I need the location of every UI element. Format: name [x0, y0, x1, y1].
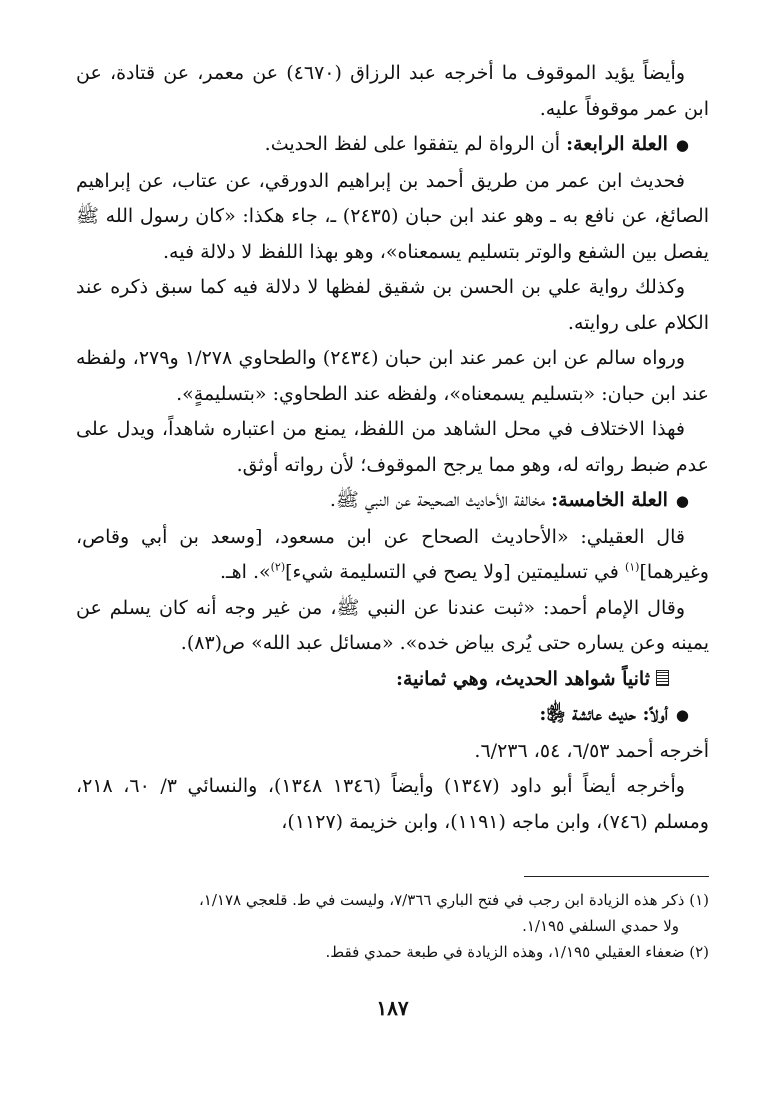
section-heading [76, 662, 709, 698]
paragraph-7: وقال الإمام أحمد: «ثبت عندنا عن النبي ﷺ، من غير وجه أنه كان يسلم عن يمينه وعن يساره حتى يُرى بياض خده». «مسائل عبد الله» ص(٨٣). [76, 596, 709, 654]
illah-4-line [76, 127, 709, 164]
bullet-icon: ● [675, 706, 689, 724]
paragraph-4: ورواه سالم عن ابن عمر عند ابن حبان (٢٤٣٤) والطحاوي ١/٢٧٨ و٢٧٩، ولفظه عند ابن حبان: «بتسليم يسمعناه»، ولفظه عند الطحاوي: «بتسليمةٍ». [76, 347, 709, 405]
first-witness-suffix: ﵂: [539, 703, 573, 725]
book-icon [656, 670, 669, 686]
quote-part-3: ». اهـ. [220, 561, 271, 583]
book-page [76, 56, 709, 1102]
footnote-2 [76, 939, 709, 965]
illah-4-label: العلة الرابعة: [566, 133, 668, 155]
first-witness-line [76, 697, 709, 734]
footnote-1-text: ذكر هذه الزيادة ابن رجب في فتح الباري ٧/٣٦٦، وليست في ط. قلعجي ١/١٧٨، [198, 891, 685, 909]
paragraph-5: فهذا الاختلاف في محل الشاهد من اللفظ، يمنع من اعتباره شاهداً، ويدل على عدم ضبط رواته له، وهو مما يرجح الموقوف؛ لأن رواته أوثق. [76, 418, 709, 476]
paragraph-1: وأيضاً يؤيد الموقوف ما أخرجه عبد الرزاق (٤٦٧٠) عن معمر، عن قتادة، عن ابن عمر موقوفاً عليه. [76, 62, 709, 120]
paragraph-6 [76, 520, 709, 591]
bullet-icon: ● [675, 492, 689, 510]
footnote-ref-2[interactable]: (٢) [270, 560, 286, 574]
footnote-1-marker: (١) [689, 891, 709, 909]
section-heading-text: ثانياً شواهد الحديث، وهي ثمانية: [395, 667, 650, 690]
illah-5-line [76, 483, 709, 520]
footnotes [76, 887, 709, 965]
footnote-2-text: ضعفاء العقيلي ١/١٩٥، وهذه الزيادة في طبعة حمدي فقط. [325, 943, 685, 961]
quote-part-1: قال العقيلي: «الأحاديث الصحاح عن ابن مسعود، [وسعد بن أبي وقاص، وغيرهما] [76, 525, 709, 583]
footnote-1 [76, 887, 709, 913]
quote-part-2: في تسليمتين [ولا يصح في التسليمة شيء] [285, 561, 625, 583]
footnote-ref-1[interactable]: (١) [624, 560, 640, 574]
paragraph-9: وأخرجه أيضاً أبو داود (١٣٤٧) وأيضاً (١٣٤٦ ١٣٤٨)، والنسائي ٣/ ٦٠، ٢١٨، ومسلم (٧٤٦)، وابن ماجه (١١٩١)، وابن خزيمة (١١٢٧)، [76, 775, 709, 833]
bullet-icon: ● [675, 136, 689, 154]
footnote-2-marker: (٢) [689, 943, 709, 961]
paragraph-2: فحديث ابن عمر من طريق أحمد بن إبراهيم الدورقي، عن عتاب، عن إبراهيم الصائغ، عن نافع به ـ وهو عند ابن حبان (٢٤٣٥) ـ، جاء هكذا: «كان رسول الله ﷺ يفصل بين الشفع والوتر بتسليم يسمعناه»، وهو بهذا اللفظ لا دلالة فيه. [76, 169, 709, 263]
footnote-1-continuation: ولا حمدي السلفي ١/١٩٥. [522, 917, 679, 935]
footnote-divider [524, 876, 709, 877]
illah-5-label: العلة الخامسة: [551, 489, 668, 511]
first-witness-label: أولاً: حديث عائشة [572, 703, 668, 725]
illah-5-text: مخالفة الأحاديث الصحيحة عن النبي ﷺ. [329, 489, 552, 511]
main-text [76, 56, 709, 840]
paragraph-3: وكذلك رواية علي بن الحسن بن شقيق لفظها لا دلالة فيه كما سبق ذكره عند الكلام على روايته. [76, 276, 709, 334]
illah-4-text: أن الرواة لم يتفقوا على لفظ الحديث. [264, 133, 567, 155]
page-number: ١٨٧ [376, 996, 409, 1020]
paragraph-8: أخرجه أحمد ٦/٥٣، ٥٤، ٦/٢٣٦. [474, 739, 709, 762]
